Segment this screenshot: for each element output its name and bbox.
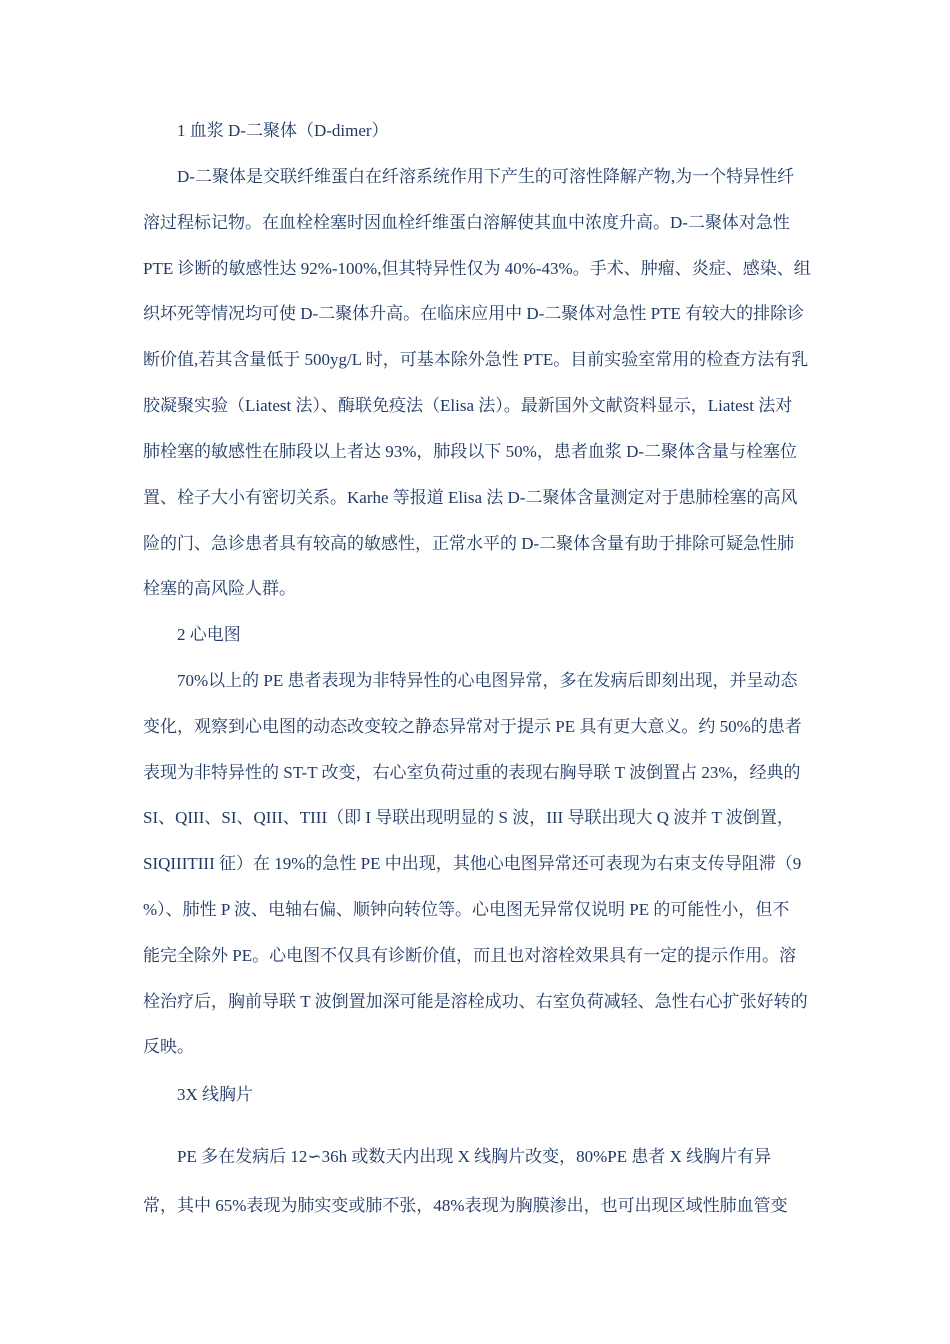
- paragraph-line: 常，其中 65%表现为肺实变或肺不张，48%表现为胸膜渗出，也可出现区域性肺血管变: [143, 1196, 788, 1215]
- paragraph-line: SI、QIII、SI、QIII、TIII（即 I 导联出现明显的 S 波，III 导联出现大 Q 波并 T 波倒置，: [143, 808, 794, 827]
- paragraph-line: SIQIIITIII 征）在 19%的急性 PE 中出现，其他心电图异常还可表现为右束支传导阻滞（9: [143, 854, 802, 873]
- paragraph-line: 栓治疗后，胸前导联 T 波倒置加深可能是溶栓成功、右室负荷减轻、急性右心扩张好转的: [143, 992, 808, 1011]
- section-heading-ecg: 2 心电图: [177, 625, 241, 644]
- paragraph-line: 70%以上的 PE 患者表现为非特异性的心电图异常，多在发病后即刻出现，并呈动态: [177, 671, 798, 690]
- paragraph-line: 胶凝聚实验（Liatest 法）、酶联免疫法（Elisa 法）。最新国外文献资料显示，Liatest 法对: [143, 396, 793, 415]
- paragraph-line: 险的门、急诊患者具有较高的敏感性，正常水平的 D-二聚体含量有助于排除可疑急性肺: [143, 534, 795, 553]
- paragraph-line: 置、栓子大小有密切关系。Karhe 等报道 Elisa 法 D-二聚体含量测定对于患肺栓塞的高风: [143, 488, 798, 507]
- paragraph-line: PE 多在发病后 12∽36h 或数天内出现 X 线胸片改变，80%PE 患者 X 线胸片有异: [177, 1147, 772, 1166]
- section-heading-chest-xray: 3X 线胸片: [177, 1085, 254, 1104]
- section-heading-d-dimer: 1 血浆 D-二聚体（D-dimer）: [177, 121, 389, 140]
- paragraph-line: %）、肺性 P 波、电轴右偏、顺钟向转位等。心电图无异常仅说明 PE 的可能性小，但不: [143, 900, 790, 919]
- paragraph-line: 变化，观察到心电图的动态改变较之静态异常对于提示 PE 具有更大意义。约 50%的患者: [143, 717, 802, 736]
- paragraph-line: 溶过程标记物。在血栓栓塞时因血栓纤维蛋白溶解使其血中浓度升高。D-二聚体对急性: [143, 213, 790, 232]
- paragraph-line: 栓塞的高风险人群。: [143, 579, 296, 598]
- paragraph-line: D-二聚体是交联纤维蛋白在纤溶系统作用下产生的可溶性降解产物,为一个特异性纤: [177, 167, 795, 186]
- paragraph-line: 织坏死等情况均可使 D-二聚体升高。在临床应用中 D-二聚体对急性 PTE 有较大的排除诊: [143, 304, 805, 323]
- paragraph-line: 表现为非特异性的 ST-T 改变，右心室负荷过重的表现右胸导联 T 波倒置占 23%，经典的: [143, 763, 801, 782]
- paragraph-line: 肺栓塞的敏感性在肺段以上者达 93%，肺段以下 50%，患者血浆 D-二聚体含量与栓塞位: [143, 442, 798, 461]
- paragraph-line: 反映。: [143, 1037, 194, 1056]
- paragraph-line: 断价值,若其含量低于 500yg/L 时，可基本除外急性 PTE。目前实验室常用的检查方法有乳: [143, 350, 809, 369]
- paragraph-line: PTE 诊断的敏感性达 92%-100%,但其特异性仅为 40%-43%。手术、肿瘤、炎症、感染、组: [143, 259, 811, 278]
- paragraph-line: 能完全除外 PE。心电图不仅具有诊断价值，而且也对溶栓效果具有一定的提示作用。溶: [143, 946, 797, 965]
